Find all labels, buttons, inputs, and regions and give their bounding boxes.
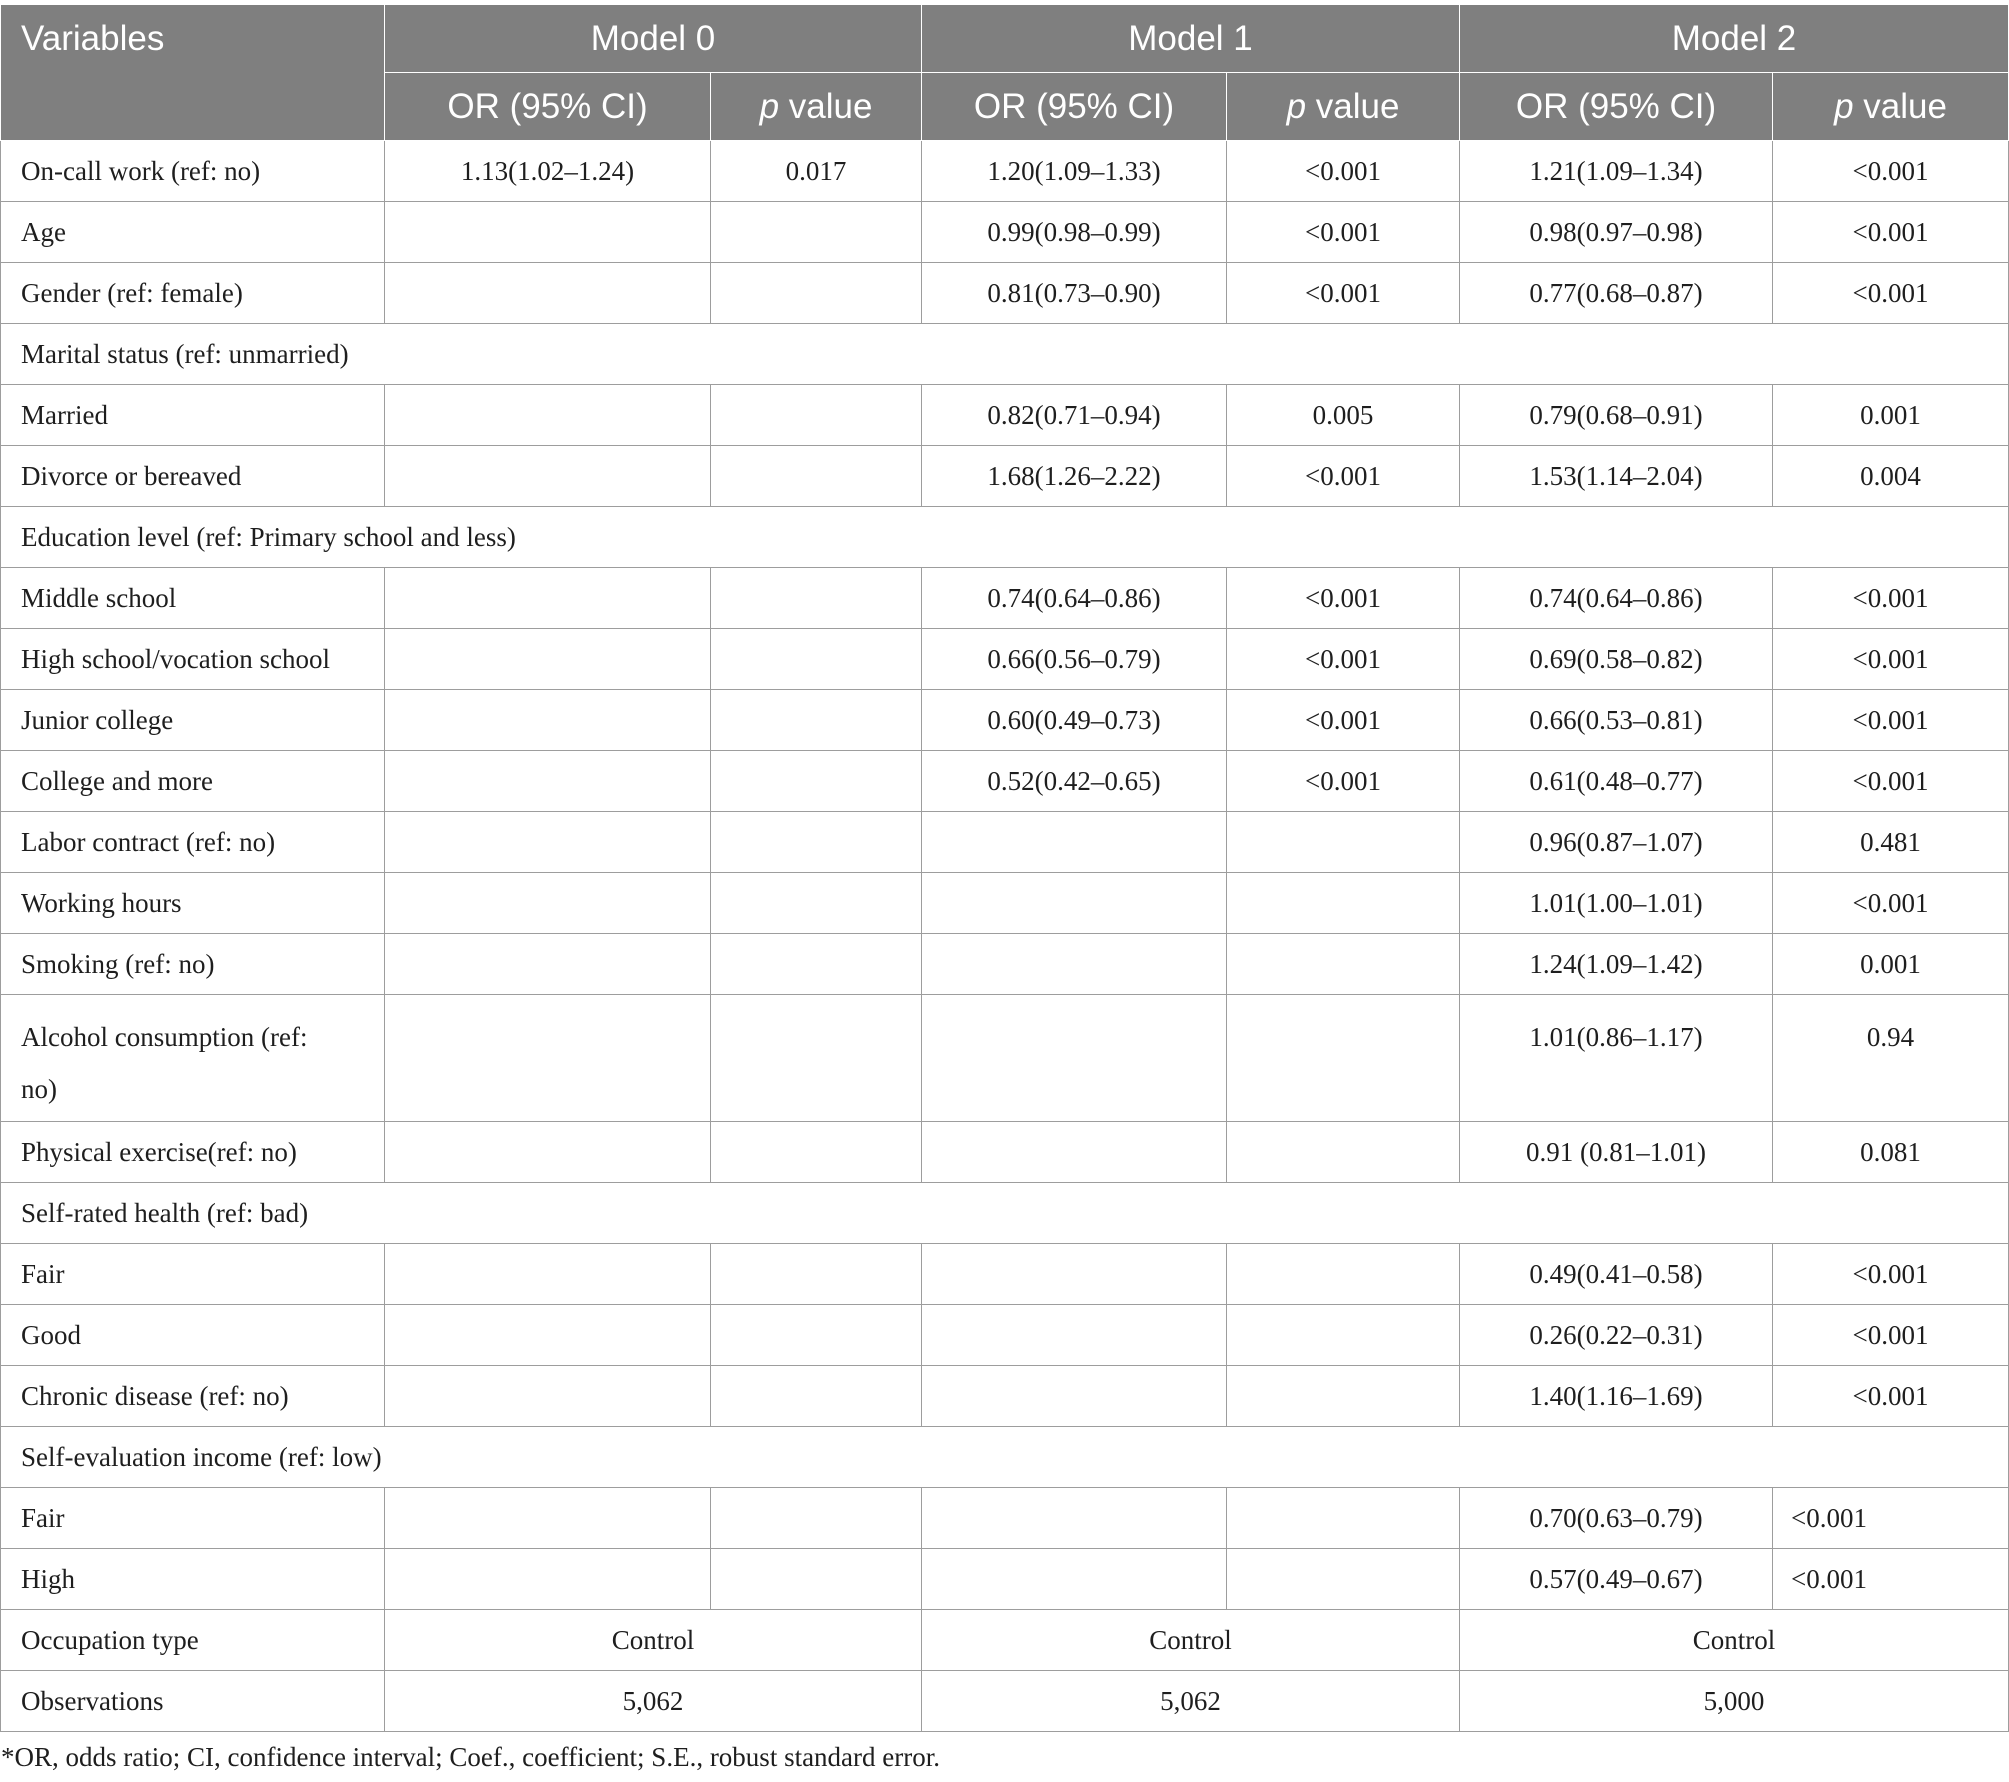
model-0-or-cell [385, 1244, 711, 1305]
variable-label: High [1, 1549, 385, 1610]
model-1-p-cell [1227, 873, 1460, 934]
model-1-header: Model 1 [922, 5, 1460, 73]
model-1-or-cell: 0.74(0.64–0.86) [922, 568, 1227, 629]
or-ci-header: OR (95% CI) [385, 73, 711, 141]
model-1-p-cell [1227, 812, 1460, 873]
variable-label: Divorce or bereaved [1, 446, 385, 507]
summary-label: Observations [1, 1671, 385, 1732]
model-2-or-cell: 1.40(1.16–1.69) [1460, 1366, 1773, 1427]
model-1-summary-cell: Control [922, 1610, 1460, 1671]
model-1-or-cell [922, 1305, 1227, 1366]
model-0-p-cell [711, 690, 922, 751]
variable-label: Middle school [1, 568, 385, 629]
table-row [1, 263, 2009, 324]
table-row [1, 141, 2009, 202]
variable-label: Married [1, 385, 385, 446]
table-row [1, 568, 2009, 629]
table-row [1, 202, 2009, 263]
model-2-p-cell: 0.001 [1773, 934, 2009, 995]
model-1-or-cell [922, 1366, 1227, 1427]
model-0-p-cell [711, 202, 922, 263]
table-row [1, 1244, 2009, 1305]
variable-label: College and more [1, 751, 385, 812]
model-1-or-cell: 0.81(0.73–0.90) [922, 263, 1227, 324]
model-1-or-cell [922, 934, 1227, 995]
model-1-or-cell [922, 1549, 1227, 1610]
model-0-or-cell [385, 1366, 711, 1427]
table-row [1, 1305, 2009, 1366]
model-2-header: Model 2 [1460, 5, 2009, 73]
p-value-suffix: value [779, 86, 873, 126]
section-row [1, 1427, 2009, 1488]
model-1-p-cell [1227, 1488, 1460, 1549]
table-row [1, 1549, 2009, 1610]
model-2-or-cell: 1.24(1.09–1.42) [1460, 934, 1773, 995]
model-2-or-cell: 0.70(0.63–0.79) [1460, 1488, 1773, 1549]
model-0-or-cell [385, 629, 711, 690]
model-2-p-cell: 0.081 [1773, 1122, 2009, 1183]
model-0-p-cell [711, 568, 922, 629]
model-2-or-cell: 1.53(1.14–2.04) [1460, 446, 1773, 507]
variable-label: Fair [1, 1244, 385, 1305]
variable-label: Alcohol consumption (ref: no) [1, 995, 385, 1122]
model-1-p-cell: <0.001 [1227, 690, 1460, 751]
table-row [1, 995, 2009, 1122]
model-1-p-cell: <0.001 [1227, 141, 1460, 202]
variable-label: Fair [1, 1488, 385, 1549]
model-0-p-cell [711, 934, 922, 995]
model-2-or-cell: 0.98(0.97–0.98) [1460, 202, 1773, 263]
model-0-summary-cell: 5,062 [385, 1671, 922, 1732]
variable-label: Physical exercise(ref: no) [1, 1122, 385, 1183]
table-row [1, 1366, 2009, 1427]
model-1-or-cell [922, 1488, 1227, 1549]
model-1-or-cell [922, 1244, 1227, 1305]
model-1-or-cell [922, 995, 1227, 1122]
model-0-or-cell [385, 995, 711, 1122]
p-value-header [1773, 73, 2009, 141]
table-row [1, 1122, 2009, 1183]
model-2-p-cell: <0.001 [1773, 873, 2009, 934]
model-2-p-cell: 0.001 [1773, 385, 2009, 446]
table-row [1, 385, 2009, 446]
model-2-or-cell: 0.61(0.48–0.77) [1460, 751, 1773, 812]
model-1-or-cell: 0.60(0.49–0.73) [922, 690, 1227, 751]
model-2-p-cell: <0.001 [1773, 1549, 2009, 1610]
table-row [1, 629, 2009, 690]
summary-row [1, 1671, 2009, 1732]
model-0-p-cell [711, 446, 922, 507]
model-1-or-cell: 1.20(1.09–1.33) [922, 141, 1227, 202]
model-2-or-cell: 1.21(1.09–1.34) [1460, 141, 1773, 202]
model-0-header: Model 0 [385, 5, 922, 73]
variables-header: Variables [1, 5, 385, 141]
model-1-p-cell: <0.001 [1227, 446, 1460, 507]
model-0-or-cell [385, 385, 711, 446]
model-1-p-cell: <0.001 [1227, 263, 1460, 324]
model-0-or-cell [385, 1305, 711, 1366]
model-0-or-cell [385, 873, 711, 934]
model-2-p-cell: 0.481 [1773, 812, 2009, 873]
model-1-or-cell [922, 873, 1227, 934]
model-0-p-cell [711, 873, 922, 934]
model-2-or-cell: 0.26(0.22–0.31) [1460, 1305, 1773, 1366]
section-label: Marital status (ref: unmarried) [1, 324, 2009, 385]
p-value-header [711, 73, 922, 141]
model-1-p-cell: <0.001 [1227, 629, 1460, 690]
model-1-p-cell [1227, 934, 1460, 995]
model-0-or-cell [385, 446, 711, 507]
model-1-or-cell: 0.66(0.56–0.79) [922, 629, 1227, 690]
table-row [1, 812, 2009, 873]
model-0-or-cell [385, 690, 711, 751]
model-0-p-cell [711, 751, 922, 812]
model-2-p-cell: <0.001 [1773, 263, 2009, 324]
model-1-p-cell [1227, 1366, 1460, 1427]
model-2-p-cell: <0.001 [1773, 751, 2009, 812]
variable-label: High school/vocation school [1, 629, 385, 690]
variable-label: Chronic disease (ref: no) [1, 1366, 385, 1427]
variable-label: Smoking (ref: no) [1, 934, 385, 995]
model-2-p-cell: <0.001 [1773, 1366, 2009, 1427]
model-2-or-cell: 0.96(0.87–1.07) [1460, 812, 1773, 873]
p-symbol: p [759, 86, 780, 126]
model-2-or-cell: 0.69(0.58–0.82) [1460, 629, 1773, 690]
model-0-summary-cell: Control [385, 1610, 922, 1671]
model-1-or-cell [922, 1122, 1227, 1183]
model-1-or-cell: 0.82(0.71–0.94) [922, 385, 1227, 446]
variable-label: Age [1, 202, 385, 263]
model-0-or-cell [385, 934, 711, 995]
variable-label: Junior college [1, 690, 385, 751]
model-0-or-cell [385, 1488, 711, 1549]
model-0-p-cell [711, 1305, 922, 1366]
table-header [1, 5, 2009, 141]
summary-row [1, 1610, 2009, 1671]
model-1-or-cell: 0.99(0.98–0.99) [922, 202, 1227, 263]
model-2-or-cell: 0.77(0.68–0.87) [1460, 263, 1773, 324]
model-0-or-cell: 1.13(1.02–1.24) [385, 141, 711, 202]
section-row [1, 1183, 2009, 1244]
model-2-p-cell: <0.001 [1773, 1244, 2009, 1305]
p-value-header [1227, 73, 1460, 141]
model-1-p-cell [1227, 995, 1460, 1122]
model-2-summary-cell: 5,000 [1460, 1671, 2009, 1732]
model-1-p-cell [1227, 1549, 1460, 1610]
section-label: Education level (ref: Primary school and less) [1, 507, 2009, 568]
model-0-or-cell [385, 751, 711, 812]
variable-label: Labor contract (ref: no) [1, 812, 385, 873]
model-0-p-cell [711, 1488, 922, 1549]
model-1-summary-cell: 5,062 [922, 1671, 1460, 1732]
table-row [1, 934, 2009, 995]
model-0-p-cell [711, 1122, 922, 1183]
model-1-or-cell [922, 812, 1227, 873]
model-2-or-cell: 0.66(0.53–0.81) [1460, 690, 1773, 751]
section-label: Self-evaluation income (ref: low) [1, 1427, 2009, 1488]
model-0-or-cell [385, 202, 711, 263]
p-symbol: p [1834, 86, 1854, 126]
model-2-or-cell: 1.01(1.00–1.01) [1460, 873, 1773, 934]
model-0-p-cell [711, 812, 922, 873]
variable-label: Working hours [1, 873, 385, 934]
model-0-or-cell [385, 812, 711, 873]
model-1-or-cell: 0.52(0.42–0.65) [922, 751, 1227, 812]
model-0-or-cell [385, 263, 711, 324]
model-2-p-cell: <0.001 [1773, 629, 2009, 690]
model-0-p-cell [711, 1244, 922, 1305]
model-1-p-cell: <0.001 [1227, 202, 1460, 263]
model-2-p-cell: <0.001 [1773, 141, 2009, 202]
model-0-or-cell [385, 568, 711, 629]
model-2-p-cell: <0.001 [1773, 690, 2009, 751]
table-row [1, 873, 2009, 934]
model-2-p-cell: <0.001 [1773, 1488, 2009, 1549]
p-value-suffix: value [1853, 86, 1947, 126]
model-1-p-cell [1227, 1244, 1460, 1305]
table-row [1, 690, 2009, 751]
variable-label: Gender (ref: female) [1, 263, 385, 324]
model-1-or-cell: 1.68(1.26–2.22) [922, 446, 1227, 507]
table-row [1, 1488, 2009, 1549]
table-row [1, 446, 2009, 507]
variable-label: Good [1, 1305, 385, 1366]
model-2-or-cell: 1.01(0.86–1.17) [1460, 995, 1773, 1122]
p-value-suffix: value [1306, 86, 1400, 126]
model-2-or-cell: 0.79(0.68–0.91) [1460, 385, 1773, 446]
model-2-or-cell: 0.74(0.64–0.86) [1460, 568, 1773, 629]
table-footnote: *OR, odds ratio; CI, confidence interval; Coef., coefficient; S.E., robust standard error. [1, 1742, 941, 1772]
model-1-p-cell: <0.001 [1227, 751, 1460, 812]
table-row [1, 751, 2009, 812]
model-1-p-cell [1227, 1122, 1460, 1183]
section-row [1, 324, 2009, 385]
model-2-p-cell: <0.001 [1773, 202, 2009, 263]
header-row-models [1, 5, 2009, 73]
or-ci-header: OR (95% CI) [922, 73, 1227, 141]
model-0-p-cell [711, 629, 922, 690]
section-label: Self-rated health (ref: bad) [1, 1183, 2009, 1244]
model-0-p-cell [711, 1366, 922, 1427]
model-0-or-cell [385, 1549, 711, 1610]
model-2-or-cell: 0.49(0.41–0.58) [1460, 1244, 1773, 1305]
model-0-p-cell [711, 263, 922, 324]
p-symbol: p [1286, 86, 1307, 126]
model-2-p-cell: <0.001 [1773, 568, 2009, 629]
model-0-p-cell [711, 1549, 922, 1610]
model-2-p-cell: <0.001 [1773, 1305, 2009, 1366]
regression-table [0, 4, 2009, 1732]
model-1-p-cell: <0.001 [1227, 568, 1460, 629]
model-0-p-cell [711, 385, 922, 446]
model-1-p-cell: 0.005 [1227, 385, 1460, 446]
variable-label: On-call work (ref: no) [1, 141, 385, 202]
model-2-summary-cell: Control [1460, 1610, 2009, 1671]
table-body [1, 141, 2009, 1732]
section-row [1, 507, 2009, 568]
model-2-or-cell: 0.57(0.49–0.67) [1460, 1549, 1773, 1610]
model-2-p-cell: 0.004 [1773, 446, 2009, 507]
model-2-or-cell: 0.91 (0.81–1.01) [1460, 1122, 1773, 1183]
model-2-p-cell: 0.94 [1773, 995, 2009, 1122]
model-0-or-cell [385, 1122, 711, 1183]
or-ci-header: OR (95% CI) [1460, 73, 1773, 141]
model-0-p-cell: 0.017 [711, 141, 922, 202]
summary-label: Occupation type [1, 1610, 385, 1671]
model-1-p-cell [1227, 1305, 1460, 1366]
model-0-p-cell [711, 995, 922, 1122]
